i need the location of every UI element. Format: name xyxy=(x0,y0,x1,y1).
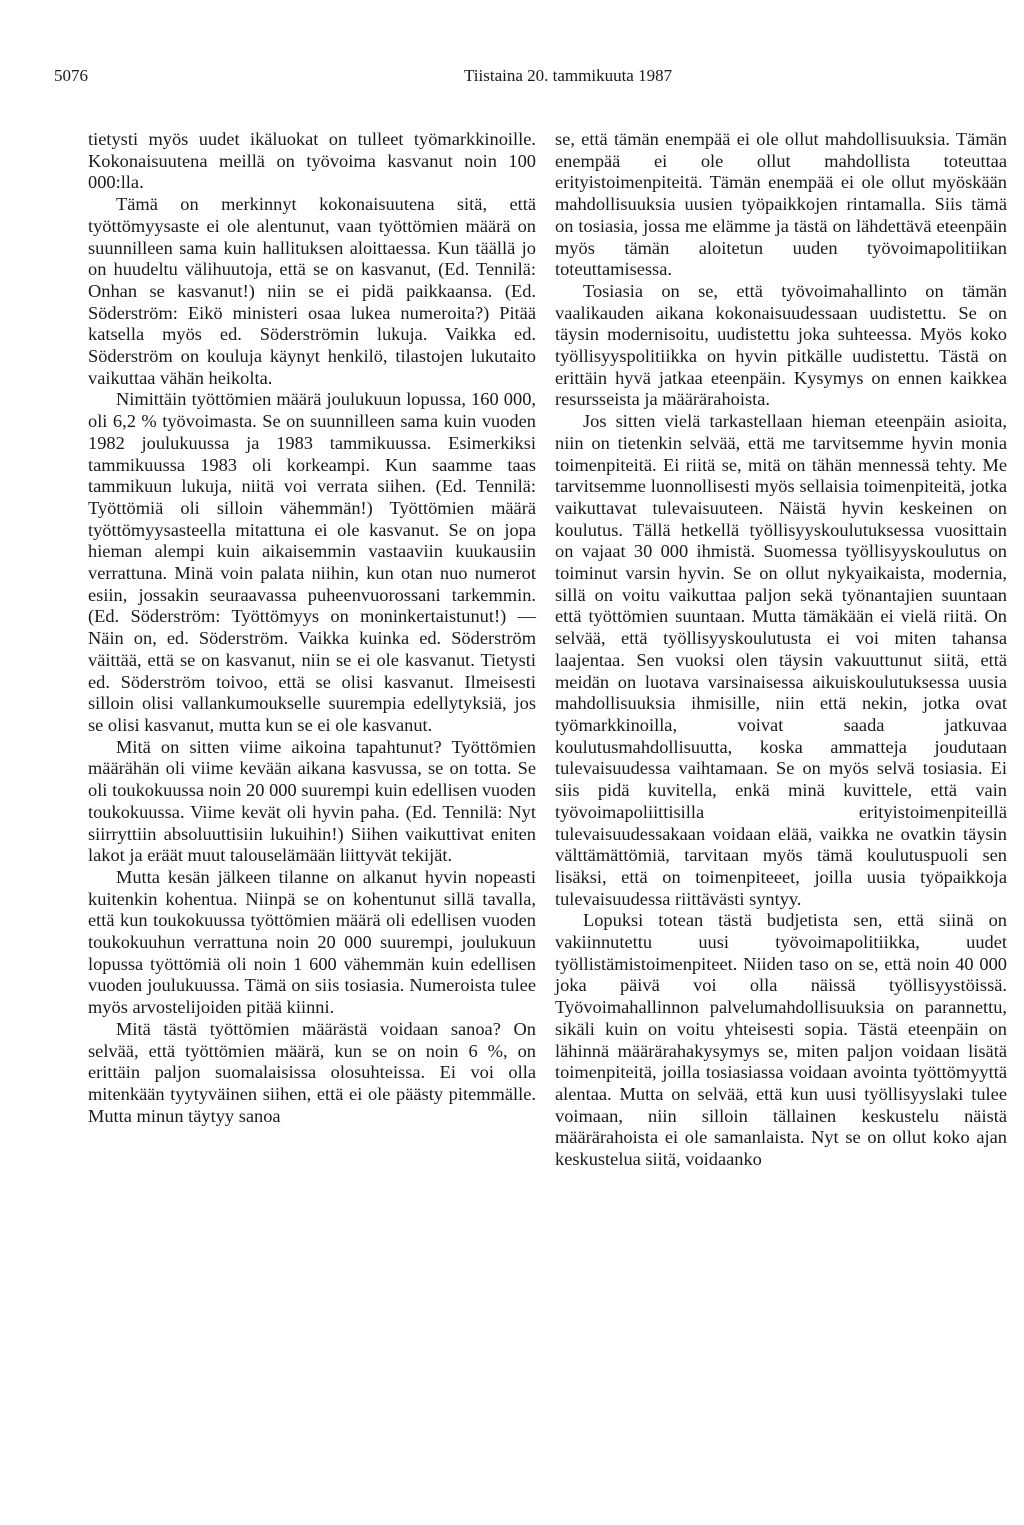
paragraph: Mitä on sitten viime aikoina tapahtunut? Työttömien määrähän oli viime kevään aikana kasvussa, se on totta. Se oli toukokuussa noin 20 000 suurempi kuin edellisen vuoden toukokuussa. Viime kevät oli hyvin paha. (Ed. Tennilä: Nyt siirryttiin absoluuttisiin lukuihin!) Siihen vaikuttivat eniten lakot ja eräät muut talouselämään liittyvät tekijät. xyxy=(88,736,536,866)
paragraph: Mitä tästä työttömien määrästä voidaan sanoa? On selvää, että työttömien määrä, kun se on noin 6 %, on erittäin paljon suomalaisissa olosuhteissa. Ei voi olla mitenkään tyytyväinen siihen, että ei ole päästy pitemmälle. Mutta minun täytyy sanoa xyxy=(88,1018,536,1126)
paragraph: Tosiasia on se, että työvoimahallinto on tämän vaalikauden aikana kokonaisuudessaan uudistettu. Se on täysin modernisoitu, uudistettu joka suhteessa. Myös koko työllisyyspolitiikka on hyvin pitkälle uudistettu. Tästä on erittäin hyvä jatkaa eteenpäin. Kysymys on ennen kaikkea resursseista ja määrärahoista. xyxy=(555,280,1007,410)
paragraph: se, että tämän enempää ei ole ollut mahdollisuuksia. Tämän enempää ei ole ollut mahdollista toteuttaa erityistoimenpiteitä. Tämän enempää ei ole ollut myöskään mahdollisuuksia uusien työpaikkojen rintamalla. Siis tämä on tosiasia, jossa me elämme ja tästä on lähdettävä eteenpäin myös tämän aloitetun uuden työvoimapolitiikan toteuttamisessa. xyxy=(555,129,1007,280)
page-header xyxy=(54,66,974,96)
paragraph: Lopuksi totean tästä budjetista sen, että siinä on vakiinnutettu uusi työvoimapolitiikka, uudet työllistämistoimenpiteet. Niiden taso on se, että noin 40 000 joka päivä voi olla näissä työllisyystöissä. Työvoimahallinnon palvelumahdollisuuksia on parannettu, sikäli kuin on voitu yhteisesti sopia. Tästä eteenpäin on lähinnä määrärahakysymys se, miten paljon voidaan lisätä toimenpiteitä, joilla tosiasiassa voidaan avointa työttömyyttä alentaa. Mutta on selvää, että kun uusi työllisyyslaki tulee voimaan, niin silloin tällainen keskustelu näistä määrärahoista ei ole samanlaista. Nyt se on ollut koko ajan keskustelua siitä, voidaanko xyxy=(555,910,1007,1170)
page-number: 5076 xyxy=(54,66,88,85)
paragraph: Jos sitten vielä tarkastellaan hieman eteenpäin asioita, niin on tietenkin selvää, että me tarvitsemme hyvin monia toimenpiteitä. Ei riitä se, mitä on tähän mennessä tehty. Me tarvitsemme luonnollisesti myös sellaisia toimenpiteitä, jotka vaikuttavat tulevaisuuteen. Näistä hyvin keskeinen on koulutus. Tällä hetkellä työllisyyskoulutuksessa vuosittain on vajaat 30 000 ihmistä. Suomessa työllisyyskoulutus on toiminut varsin hyvin. Se on ollut nykyaikaista, modernia, sillä on voitu vaikuttaa paljon sekä työnantajien suuntaan että työttömien suuntaan. Mutta tämäkään ei vielä riitä. On selvää, että työllisyyskoulutusta ei voi miten tahansa laajentaa. Sen vuoksi olen täysin vakuuttunut siitä, että meidän on luotava varsinaisessa aikuiskoulutuksessa uusia mahdollisuuksia ihmisille, niin että nekin, jotka ovat työmarkkinoilla, voivat saada jatkuvaa koulutusmahdollisuutta, koska ammatteja joudutaan tulevaisuudessa vaihtamaan. Se on myös selvä tosiasia. Ei siis pidä kuvitella, enkä minä kuvittele, että vain työvoimapoliittisilla erityistoimenpiteillä tulevaisuudessakaan voidaan elää, vaikka ne ovatkin täysin välttämättömiä, tarvitaan myös tämä koulutuspuoli sen lisäksi, että on toimenpiteeet, joilla uusia työpaikkoja tulevaisuudessa riittävästi syntyy. xyxy=(555,411,1007,909)
paragraph: Nimittäin työttömien määrä joulukuun lopussa, 160 000, oli 6,2 % työvoimasta. Se on suunnilleen sama kuin vuoden 1982 joulukuussa ja 1983 tammikuussa. Esimerkiksi tammikuussa 1983 oli korkeampi. Kun saamme taas tammikuun lukuja, niitä voi verrata siihen. (Ed. Tennilä: Työttömiä oli silloin vähemmän!) Työttömien määrä työttömyysasteella mitattuna ei ole kasvanut. Se on jopa hieman alempi kuin aikaisemmin vastaaviin kuukausiin verrattuna. Minä voin palata niihin, kun otan nuo numerot esiin, jossakin seuraavassa puheenvuorossani tarkemmin. (Ed. Söderström: Työttömyys on moninkertaistunut!) — Näin on, ed. Söderström. Vaikka kuinka ed. Söderström väittää, että se on kasvanut, niin se ei ole kasvanut. Tietysti ed. Söderström toivoo, että se olisi kasvanut. Ilmeisesti silloin olisi vallankumoukselle suurempia edellytyksiä, jos se olisi kasvanut, mutta kun se ei ole kasvanut. xyxy=(88,389,536,735)
right-column xyxy=(555,129,1007,1171)
page-date: Tiistaina 20. tammikuuta 1987 xyxy=(464,66,673,85)
paragraph: tietysti myös uudet ikäluokat on tulleet työmarkkinoille. Kokonaisuutena meillä on työvoima kasvanut noin 100 000:lla. xyxy=(88,129,536,193)
paragraph: Tämä on merkinnyt kokonaisuutena sitä, että työttömyysaste ei ole alentunut, vaan työttömien määrä on suunnilleen sama kuin hallituksen aloittaessa. Kun täällä jo on huudeltu välihuutoja, että se on kasvanut, (Ed. Tennilä: Onhan se kasvanut!) niin se ei pidä paikkaansa. (Ed. Söderström: Eikö ministeri osaa lukea numeroita?) Pitää katsella myös ed. Söderströmin lukuja. Vaikka ed. Söderström on kouluja käynyt henkilö, tilastojen lukutaito vaikuttaa vähän heikolta. xyxy=(88,194,536,388)
paragraph: Mutta kesän jälkeen tilanne on alkanut hyvin nopeasti kuitenkin kohentua. Niinpä se on kohentunut sillä tavalla, että kun toukokuussa työttömien määrä oli edellisen vuoden toukokuuhun verrattuna noin 20 000 suurempi, joulukuun lopussa työttömiä oli noin 1 600 vähemmän kuin edellisen vuoden joulukuussa. Tämä on siis tosiasia. Numeroista tulee myös arvostelijoiden pitää kiinni. xyxy=(88,866,536,1018)
left-column xyxy=(88,129,536,1127)
